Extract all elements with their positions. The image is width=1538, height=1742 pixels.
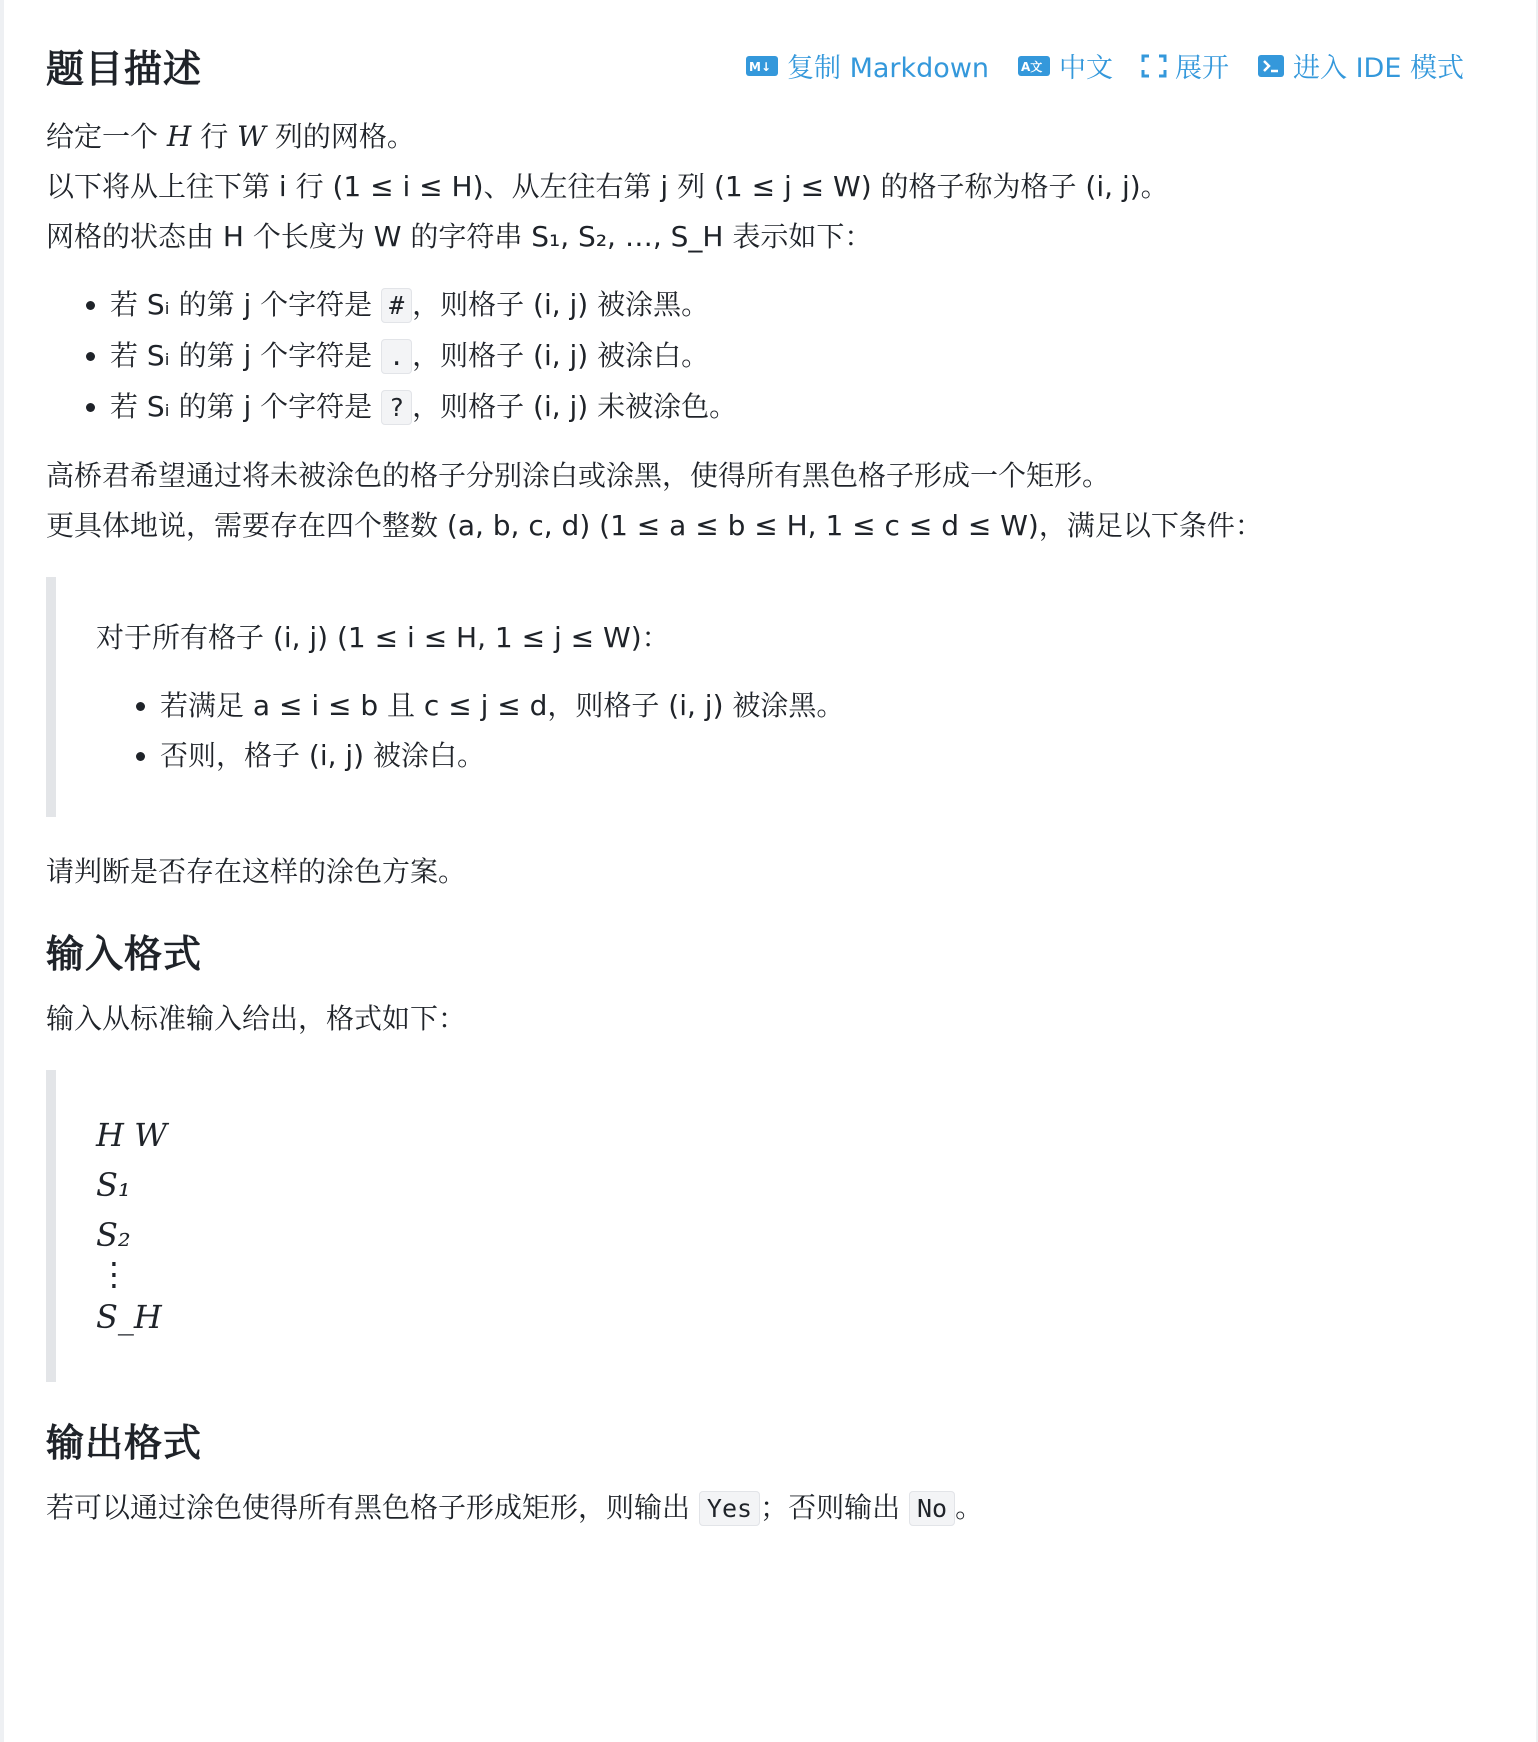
desc-header [46,38,1494,98]
char-rules-list [46,280,1494,433]
input-format-block [46,1070,1494,1382]
language-label: 中文 [1059,53,1114,84]
inline-code: ? [381,390,412,425]
quote-line: 对于所有格子 (i, j) (1 ≤ i ≤ H, 1 ≤ j ≤ W)： [96,621,670,654]
list-item [110,331,1494,382]
list-item: • 若满足 a ≤ i ≤ b 且 c ≤ j ≤ d，则格子 (i, j) 被涂黑。 [160,681,1494,731]
inline-code-yes: Yes [699,1491,760,1526]
section-title-output: 输出格式 [46,1421,203,1465]
ide-mode-button[interactable] [1257,46,1464,85]
expand-button[interactable] [1141,46,1229,85]
input-paragraph: 输入从标准输入给出，格式如下： [46,1002,467,1035]
expand-icon [1141,54,1167,78]
inline-code: . [381,339,412,374]
text: 。 [955,1491,984,1524]
expand-label: 展开 [1175,53,1230,84]
list-item [110,382,1494,433]
text: ，则格子 (i, j) 未被涂色。 [412,390,738,423]
format-line: S₂ [96,1216,131,1254]
problem-card [4,0,1536,1742]
svg-text:A文: A文 [1021,59,1043,74]
desc-paragraph-3: 网格的状态由 H 个长度为 W 的字符串 S₁, S₂, …, S_H 表示如下： [46,220,873,253]
copy-markdown-button[interactable] [745,46,989,85]
translate-icon [1017,55,1051,77]
text: ；否则输出 [760,1491,909,1524]
list-item [110,280,1494,331]
terminal-icon [1257,54,1285,78]
text: ，则格子 (i, j) 被涂白。 [412,339,710,372]
format-line: ⋮ [98,1255,130,1293]
toolbar [745,46,1464,85]
text: 给定一个 [46,120,167,153]
inline-code-no: No [909,1491,955,1526]
text: 若可以通过涂色使得所有黑色格子形成矩形，则输出 [46,1491,699,1524]
format-line: H W [96,1116,167,1154]
text: 列的网格。 [265,120,415,153]
text: 若 Sᵢ 的第 j 个字符是 [110,390,382,423]
math-w: W [237,120,266,153]
copy-markdown-label: 复制 Markdown [787,53,990,84]
condition-list [96,681,1494,781]
desc-paragraph-6: 请判断是否存在这样的涂色方案。 [46,855,467,888]
inline-code: # [381,288,412,323]
ide-mode-label: 进入 IDE 模式 [1293,53,1464,84]
language-button[interactable] [1017,46,1113,85]
desc-paragraph-4: 高桥君希望通过将未被涂色的格子分别涂白或涂黑，使得所有黑色格子形成一个矩形。 [46,459,1111,492]
text: 行 [191,120,238,153]
desc-paragraph-1 [46,112,1494,162]
format-line: S₁ [96,1166,131,1204]
markdown-icon [745,55,779,77]
output-paragraph [46,1483,1494,1534]
section-title-input: 输入格式 [46,932,203,976]
math-h: H [166,120,192,153]
section-title-description: 题目描述 [46,47,203,91]
desc-paragraph-2: 以下将从上往下第 i 行 (1 ≤ i ≤ H)、从左往右第 j 列 (1 ≤ j ≤ W) 的格子称为格子 (i, j)。 [46,170,1169,203]
list-item: • 否则，格子 (i, j) 被涂白。 [160,731,1494,781]
desc-paragraph-5: 更具体地说，需要存在四个整数 (a, b, c, d) (1 ≤ a ≤ b ≤ H, 1 ≤ c ≤ d ≤ W)，满足以下条件： [46,509,1263,542]
text: 若 Sᵢ 的第 j 个字符是 [110,339,382,372]
text: 若 Sᵢ 的第 j 个字符是 [110,288,382,321]
svg-text:M↓: M↓ [749,59,771,74]
text: ，则格子 (i, j) 被涂黑。 [412,288,710,321]
condition-blockquote [46,577,1494,817]
format-line: S_H [96,1298,162,1336]
